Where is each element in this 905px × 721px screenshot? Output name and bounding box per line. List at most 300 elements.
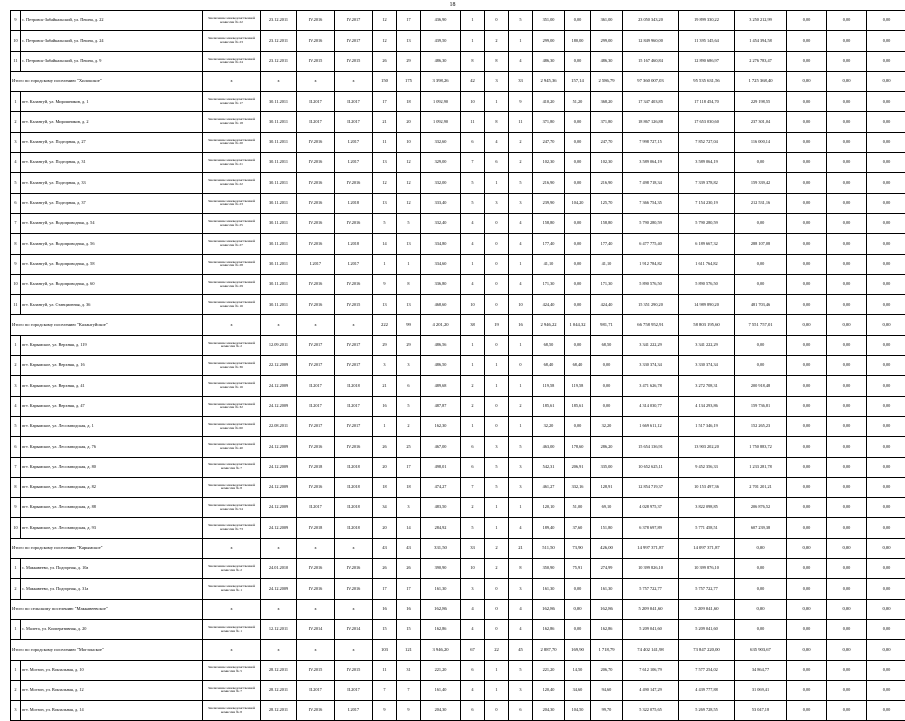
row-number: 10 xyxy=(11,31,21,51)
value-a4: 0,00 xyxy=(591,376,623,396)
planned-completion: II.2018 xyxy=(335,457,373,477)
value-c2: 6 xyxy=(397,376,421,396)
value-a3: 104,50 xyxy=(565,701,591,721)
table-row xyxy=(11,579,905,599)
value-z3: 0,00 xyxy=(867,315,905,335)
value-c4: 0 xyxy=(485,274,509,294)
value-a3: 0,00 xyxy=(565,254,591,274)
value-f1: 95 535 631,56 xyxy=(679,71,735,91)
recognition-date: 22.08.2011 xyxy=(261,416,297,436)
value-z2: 0,00 xyxy=(827,295,867,315)
subtotal-label: Итого по городскому поселению "Могзонское" xyxy=(11,640,203,660)
value-f2: 212 531,16 xyxy=(735,193,787,213)
table-row xyxy=(11,518,905,538)
value-a4: 216,90 xyxy=(591,173,623,193)
row-number: 6 xyxy=(11,193,21,213)
value-c1: 5 xyxy=(373,213,397,233)
planned-completion: IV.2015 xyxy=(335,51,373,71)
value-c2: 15 xyxy=(397,619,421,639)
value-c5: 4 xyxy=(509,51,533,71)
basis-document-title: Заключение межведомственной комиссии xyxy=(208,178,255,186)
value-c1: 43 xyxy=(373,538,397,558)
value-f2: 1 725 368,40 xyxy=(735,71,787,91)
value-a4: 424,40 xyxy=(591,295,623,315)
value-cost: 6 477 775,40 xyxy=(623,234,679,254)
value-z1: 0,00 xyxy=(787,356,827,376)
value-c4: 1 xyxy=(485,660,509,680)
value-a3: 0,00 xyxy=(565,213,591,233)
value-z3: 0,00 xyxy=(867,213,905,233)
value-z3: 0,00 xyxy=(867,173,905,193)
value-c5: 1 xyxy=(509,254,533,274)
recognition-date: 24.12.2009 xyxy=(261,477,297,497)
subtotal-mark: х xyxy=(203,71,261,91)
value-f1: 13 903 202,20 xyxy=(679,437,735,457)
basis-document xyxy=(203,579,261,599)
value-area1: 284,92 xyxy=(421,518,461,538)
value-a3: 119,58 xyxy=(565,376,591,396)
value-a2: 162,86 xyxy=(533,599,565,619)
value-z1: 0,00 xyxy=(787,579,827,599)
value-c1: 26 xyxy=(373,51,397,71)
basis-document xyxy=(203,132,261,152)
recognition-date: 30.11.2011 xyxy=(261,173,297,193)
value-area1: 3 398,26 xyxy=(421,71,461,91)
value-c3: 4 xyxy=(461,680,485,700)
subtotal-row xyxy=(11,640,905,660)
row-number: 9 xyxy=(11,254,21,274)
value-z3: 0,00 xyxy=(867,92,905,112)
planned-completion: II.2018 xyxy=(335,518,373,538)
value-f2: 0,00 xyxy=(735,213,787,233)
basis-document-title: Заключение межведомственной комиссии xyxy=(208,422,255,430)
basis-document-number: № 7 xyxy=(236,689,242,693)
planned-stage: IV.2014 xyxy=(297,619,335,639)
value-a2: 2 945,36 xyxy=(533,71,565,91)
basis-document xyxy=(203,153,261,173)
value-f1: 7 577 254,02 xyxy=(679,660,735,680)
value-c3: 11 xyxy=(461,112,485,132)
value-z2: 0,00 xyxy=(827,457,867,477)
subtotal-mark: х xyxy=(203,599,261,619)
value-c5: 4 xyxy=(509,213,533,233)
value-area1: 486,50 xyxy=(421,356,461,376)
house-address: пгт. Калангуй, ул. Водопроводная, д. 58 xyxy=(21,254,203,274)
basis-document-title: Заключение межведомственной комиссии xyxy=(208,381,255,389)
basis-document-number: № 16 xyxy=(235,385,243,389)
subtotal-label: Итого по городскому поселению "Хилокское" xyxy=(11,71,203,91)
row-number: 9 xyxy=(11,498,21,518)
planned-completion: IV.2016 xyxy=(335,213,373,233)
value-a4: 2 586,79 xyxy=(591,71,623,91)
value-a3: 51,00 xyxy=(565,498,591,518)
value-c3: 2 xyxy=(461,376,485,396)
value-cost: 10 399 826,10 xyxy=(623,559,679,579)
house-address: пгт. Могзон, ул. Вокзальная, д. 10 xyxy=(21,660,203,680)
value-f1: 3 589 064,19 xyxy=(679,153,735,173)
row-number: 2 xyxy=(11,579,21,599)
recognition-date: 30.11.2011 xyxy=(261,274,297,294)
subtotal-mark: х xyxy=(261,640,297,660)
value-f1: 3 341 222,29 xyxy=(679,335,735,355)
value-z2: 0,00 xyxy=(827,559,867,579)
page-number: 18 xyxy=(0,2,905,8)
value-a2: 351,00 xyxy=(533,11,565,31)
value-f1: 5 209 041,60 xyxy=(679,599,735,619)
house-address: с. Петровск-Забайкальский, ул. Пешна, д. 22 xyxy=(21,11,203,31)
value-cost: 14 997 371,87 xyxy=(623,538,679,558)
value-c1: 20 xyxy=(373,518,397,538)
value-c2: 31 xyxy=(397,660,421,680)
value-a3: 0,00 xyxy=(565,234,591,254)
basis-document-title: Заключение межведомственной комиссии xyxy=(208,564,255,572)
value-f2: 2 276 783,47 xyxy=(735,51,787,71)
value-f1: 11 395 145,64 xyxy=(679,31,735,51)
value-z1: 0,00 xyxy=(787,640,827,660)
value-cost: 5 322 075,65 xyxy=(623,701,679,721)
basis-document xyxy=(203,660,261,680)
value-z3: 0,00 xyxy=(867,538,905,558)
value-f2: 607 239,38 xyxy=(735,518,787,538)
subtotal-mark: х xyxy=(261,315,297,335)
basis-document-number: № 23 xyxy=(235,40,243,44)
value-f2: 0,00 xyxy=(735,579,787,599)
value-c1: 21 xyxy=(373,112,397,132)
value-cost: 15 654 136,91 xyxy=(623,437,679,457)
table-row xyxy=(11,31,905,51)
value-c3: 4 xyxy=(461,599,485,619)
value-a2: 68,50 xyxy=(533,335,565,355)
value-c2: 26 xyxy=(397,559,421,579)
table-row xyxy=(11,416,905,436)
value-c3: 1 xyxy=(461,356,485,376)
recognition-date: 23.12.2011 xyxy=(261,11,297,31)
value-c5: 3 xyxy=(509,193,533,213)
value-c4: 5 xyxy=(485,457,509,477)
basis-document-number: № 54 xyxy=(235,507,243,511)
value-a3: 34,60 xyxy=(565,680,591,700)
value-z3: 0,00 xyxy=(867,153,905,173)
value-a4: 299,00 xyxy=(591,31,623,51)
value-c5: 5 xyxy=(509,11,533,31)
value-f1: 17 118 454,70 xyxy=(679,92,735,112)
basis-document-number: № 22 xyxy=(235,20,243,24)
basis-document-title: Заключение межведомственной комиссии xyxy=(208,280,255,288)
value-c3: 4 xyxy=(461,619,485,639)
value-z2: 0,00 xyxy=(827,701,867,721)
basis-document-title: Заключение межведомственной комиссии xyxy=(208,16,255,24)
value-a3: 75,91 xyxy=(565,559,591,579)
value-a2: 189,40 xyxy=(533,518,565,538)
planned-completion: I.2018 xyxy=(335,193,373,213)
value-a3: 0,00 xyxy=(565,335,591,355)
value-c1: 21 xyxy=(373,376,397,396)
basis-document xyxy=(203,619,261,639)
value-a3: 206,91 xyxy=(565,457,591,477)
basis-document-number: № 23 xyxy=(235,202,243,206)
row-number: 5 xyxy=(11,173,21,193)
value-f2: 237 301,04 xyxy=(735,112,787,132)
planned-stage: IV.2016 xyxy=(297,173,335,193)
value-z2: 0,00 xyxy=(827,660,867,680)
planned-stage: IV.2017 xyxy=(297,416,335,436)
value-f2: 152 265,23 xyxy=(735,416,787,436)
row-number: 11 xyxy=(11,51,21,71)
row-number: 1 xyxy=(11,559,21,579)
house-address: пгт. Могзон, ул. Вокзальная, д. 12 xyxy=(21,680,203,700)
basis-document-title: Заключение межведомственной комиссии xyxy=(208,706,255,714)
value-area1: 468,60 xyxy=(421,295,461,315)
value-a2: 350,90 xyxy=(533,559,565,579)
recognition-date: 12.12.2011 xyxy=(261,619,297,639)
house-address: пгт. Карымское, ул. Лесозаводская, д. 93 xyxy=(21,518,203,538)
table-row xyxy=(11,498,905,518)
value-cost: 15 351 290,20 xyxy=(623,295,679,315)
basis-document-number: № 24 xyxy=(235,60,243,64)
planned-completion: IV.2017 xyxy=(335,356,373,376)
value-f2: 200 918,48 xyxy=(735,376,787,396)
value-c1: 1 xyxy=(373,416,397,436)
row-number: 1 xyxy=(11,92,21,112)
value-cost: 5 790 280,59 xyxy=(623,213,679,233)
value-z3: 0,00 xyxy=(867,335,905,355)
value-cost: 7 612 106,79 xyxy=(623,660,679,680)
value-z3: 0,00 xyxy=(867,477,905,497)
value-f1: 4 134 293,86 xyxy=(679,396,735,416)
value-z3: 0,00 xyxy=(867,701,905,721)
value-c2: 3 xyxy=(397,356,421,376)
value-c1: 34 xyxy=(373,498,397,518)
value-area1: 487,87 xyxy=(421,396,461,416)
subtotal-row xyxy=(11,538,905,558)
value-area1: 336,80 xyxy=(421,274,461,294)
value-c2: 13 xyxy=(397,234,421,254)
house-address: с. Маккавеево, ул. Подгорная, д. 10а xyxy=(21,559,203,579)
basis-document-title: Заключение межведомственной комиссии xyxy=(208,300,255,308)
value-c3: 6 xyxy=(461,660,485,680)
value-area1: 204,30 xyxy=(421,701,461,721)
value-z2: 0,00 xyxy=(827,92,867,112)
value-c3: 38 xyxy=(461,315,485,335)
value-c3: 5 xyxy=(461,518,485,538)
basis-document-number: № 8 xyxy=(236,710,242,714)
value-f2: 31 069,41 xyxy=(735,680,787,700)
value-c1: 150 xyxy=(373,71,397,91)
value-z3: 0,00 xyxy=(867,457,905,477)
value-z2: 0,00 xyxy=(827,416,867,436)
value-c5: 5 xyxy=(509,173,533,193)
table-row xyxy=(11,457,905,477)
value-z1: 0,00 xyxy=(787,112,827,132)
value-z3: 0,00 xyxy=(867,356,905,376)
row-number: 3 xyxy=(11,701,21,721)
value-z1: 0,00 xyxy=(787,619,827,639)
value-f1: 17 653 030,60 xyxy=(679,112,735,132)
value-a4: 69,10 xyxy=(591,498,623,518)
value-z1: 0,00 xyxy=(787,274,827,294)
value-f1: 7 154 230,19 xyxy=(679,193,735,213)
planned-stage: IV.2018 xyxy=(297,457,335,477)
subtotal-mark: х xyxy=(297,599,335,619)
subtotal-mark: х xyxy=(203,640,261,660)
value-z3: 0,00 xyxy=(867,396,905,416)
recognition-date: 24.12.2009 xyxy=(261,376,297,396)
planned-stage: II.2017 xyxy=(297,112,335,132)
value-c2: 12 xyxy=(397,153,421,173)
value-c2: 13 xyxy=(397,295,421,315)
value-z2: 0,00 xyxy=(827,315,867,335)
value-f2: 0,00 xyxy=(735,335,787,355)
value-a2: 32,20 xyxy=(533,416,565,436)
value-z2: 0,00 xyxy=(827,477,867,497)
value-a2: 120,40 xyxy=(533,680,565,700)
value-c3: 6 xyxy=(461,132,485,152)
value-f1: 5 771 458,51 xyxy=(679,518,735,538)
value-c1: 15 xyxy=(373,619,397,639)
recognition-date: 28.12.2011 xyxy=(261,660,297,680)
subtotal-label: Итого по городскому поселению "Калангуйское" xyxy=(11,315,203,335)
planned-stage: IV.2017 xyxy=(297,356,335,376)
basis-document xyxy=(203,498,261,518)
table-row xyxy=(11,356,905,376)
value-c5: 45 xyxy=(509,640,533,660)
planned-completion: IV.2016 xyxy=(335,559,373,579)
value-c3: 2 xyxy=(461,498,485,518)
subtotal-mark: х xyxy=(261,599,297,619)
recognition-date: 30.11.2011 xyxy=(261,213,297,233)
value-c2: 17 xyxy=(397,579,421,599)
basis-document-title: Заключение межведомственной комиссии xyxy=(208,361,255,369)
recognition-date: 30.11.2011 xyxy=(261,153,297,173)
value-cost: 15 167 460,84 xyxy=(623,51,679,71)
basis-document xyxy=(203,356,261,376)
basis-document-title: Заключение межведомственной комиссии xyxy=(208,503,255,511)
value-c3: 1 xyxy=(461,416,485,436)
value-c4: 2 xyxy=(485,31,509,51)
value-c4: 3 xyxy=(485,71,509,91)
value-c3: 33 xyxy=(461,538,485,558)
basis-document-title: Заключение межведомственной комиссии xyxy=(208,158,255,166)
value-z3: 0,00 xyxy=(867,193,905,213)
basis-document-number: № 1 xyxy=(236,588,242,592)
planned-completion: II.2018 xyxy=(335,498,373,518)
value-c1: 16 xyxy=(373,599,397,619)
value-c5: 4 xyxy=(509,234,533,254)
value-area1: 467,00 xyxy=(421,437,461,457)
table-row xyxy=(11,132,905,152)
value-z2: 0,00 xyxy=(827,193,867,213)
value-z3: 0,00 xyxy=(867,71,905,91)
value-area1: 1 092,90 xyxy=(421,112,461,132)
value-z2: 0,00 xyxy=(827,579,867,599)
subtotal-mark: х xyxy=(335,71,373,91)
planned-stage: IV.2017 xyxy=(297,335,335,355)
house-address: пгт. Калангуй, ул. Водопроводная, д. 60 xyxy=(21,274,203,294)
basis-document-number: № 18 xyxy=(235,121,243,125)
value-area1: 436,90 xyxy=(421,11,461,31)
basis-document-number: № 8 xyxy=(236,486,242,490)
house-address: пгт. Калангуй, ул. Мирошников, д. 2 xyxy=(21,112,203,132)
value-c4: 0 xyxy=(485,11,509,31)
value-a4: 361,00 xyxy=(591,11,623,31)
value-c3: 42 xyxy=(461,71,485,91)
value-a3: 332,16 xyxy=(565,477,591,497)
value-c3: 4 xyxy=(461,234,485,254)
recognition-date: 12.09.2011 xyxy=(261,335,297,355)
value-z1: 0,00 xyxy=(787,193,827,213)
value-a3: 0,00 xyxy=(565,11,591,31)
basis-document-number: № 22 xyxy=(235,182,243,186)
value-c1: 12 xyxy=(373,11,397,31)
value-c1: 13 xyxy=(373,193,397,213)
value-f1: 5 890 576,50 xyxy=(679,274,735,294)
table-row xyxy=(11,559,905,579)
basis-document xyxy=(203,213,261,233)
planned-stage: II.2017 xyxy=(297,396,335,416)
value-z2: 0,00 xyxy=(827,213,867,233)
value-a4: 371,80 xyxy=(591,112,623,132)
house-address: пгт. Калангуй, ул. Подгорная, д. 27 xyxy=(21,132,203,152)
value-c1: 9 xyxy=(373,701,397,721)
value-c4: 1 xyxy=(485,173,509,193)
value-f1: 5 209 041,60 xyxy=(679,619,735,639)
value-f2: 229 198,55 xyxy=(735,92,787,112)
value-a3: 0,00 xyxy=(565,173,591,193)
value-a2: 463,00 xyxy=(533,437,565,457)
value-area1: 483,50 xyxy=(421,498,461,518)
value-a4: 102,30 xyxy=(591,153,623,173)
planned-completion: IV.2016 xyxy=(335,173,373,193)
value-a3: 157,14 xyxy=(565,71,591,91)
planned-stage: IV.2016 xyxy=(297,193,335,213)
value-f1: 10 399 876,10 xyxy=(679,559,735,579)
basis-document-number: № 2 xyxy=(236,568,242,572)
value-area1: 4 201,20 xyxy=(421,315,461,335)
value-z1: 0,00 xyxy=(787,254,827,274)
value-a2: 102,30 xyxy=(533,153,565,173)
value-a3: 0,00 xyxy=(565,295,591,315)
planned-completion: II.2018 xyxy=(335,477,373,497)
value-area1: 332,00 xyxy=(421,173,461,193)
value-c3: 5 xyxy=(461,193,485,213)
value-c1: 16 xyxy=(373,396,397,416)
value-z1: 0,00 xyxy=(787,599,827,619)
value-z2: 0,00 xyxy=(827,11,867,31)
value-z3: 0,00 xyxy=(867,680,905,700)
planned-completion: IV.2016 xyxy=(335,274,373,294)
table-row xyxy=(11,396,905,416)
planned-stage: IV.2016 xyxy=(297,559,335,579)
value-cost: 4 314 030,77 xyxy=(623,396,679,416)
value-f1: 5 269 728,55 xyxy=(679,701,735,721)
value-z1: 0,00 xyxy=(787,457,827,477)
value-c1: 7 xyxy=(373,680,397,700)
value-a3: 0,00 xyxy=(565,599,591,619)
subtotal-row xyxy=(11,315,905,335)
value-c5: 2 xyxy=(509,132,533,152)
value-f2: 159 339,42 xyxy=(735,173,787,193)
planned-completion: IV.2015 xyxy=(335,660,373,680)
value-z1: 0,00 xyxy=(787,234,827,254)
value-c3: 6 xyxy=(461,457,485,477)
value-c5: 4 xyxy=(509,619,533,639)
value-c1: 17 xyxy=(373,92,397,112)
basis-document-title: Заключение межведомственной комиссии xyxy=(208,199,255,207)
planned-completion: II.2017 xyxy=(335,112,373,132)
planned-completion: IV.2017 xyxy=(335,11,373,31)
planned-stage: IV.2016 xyxy=(297,295,335,315)
value-c4: 0 xyxy=(485,254,509,274)
